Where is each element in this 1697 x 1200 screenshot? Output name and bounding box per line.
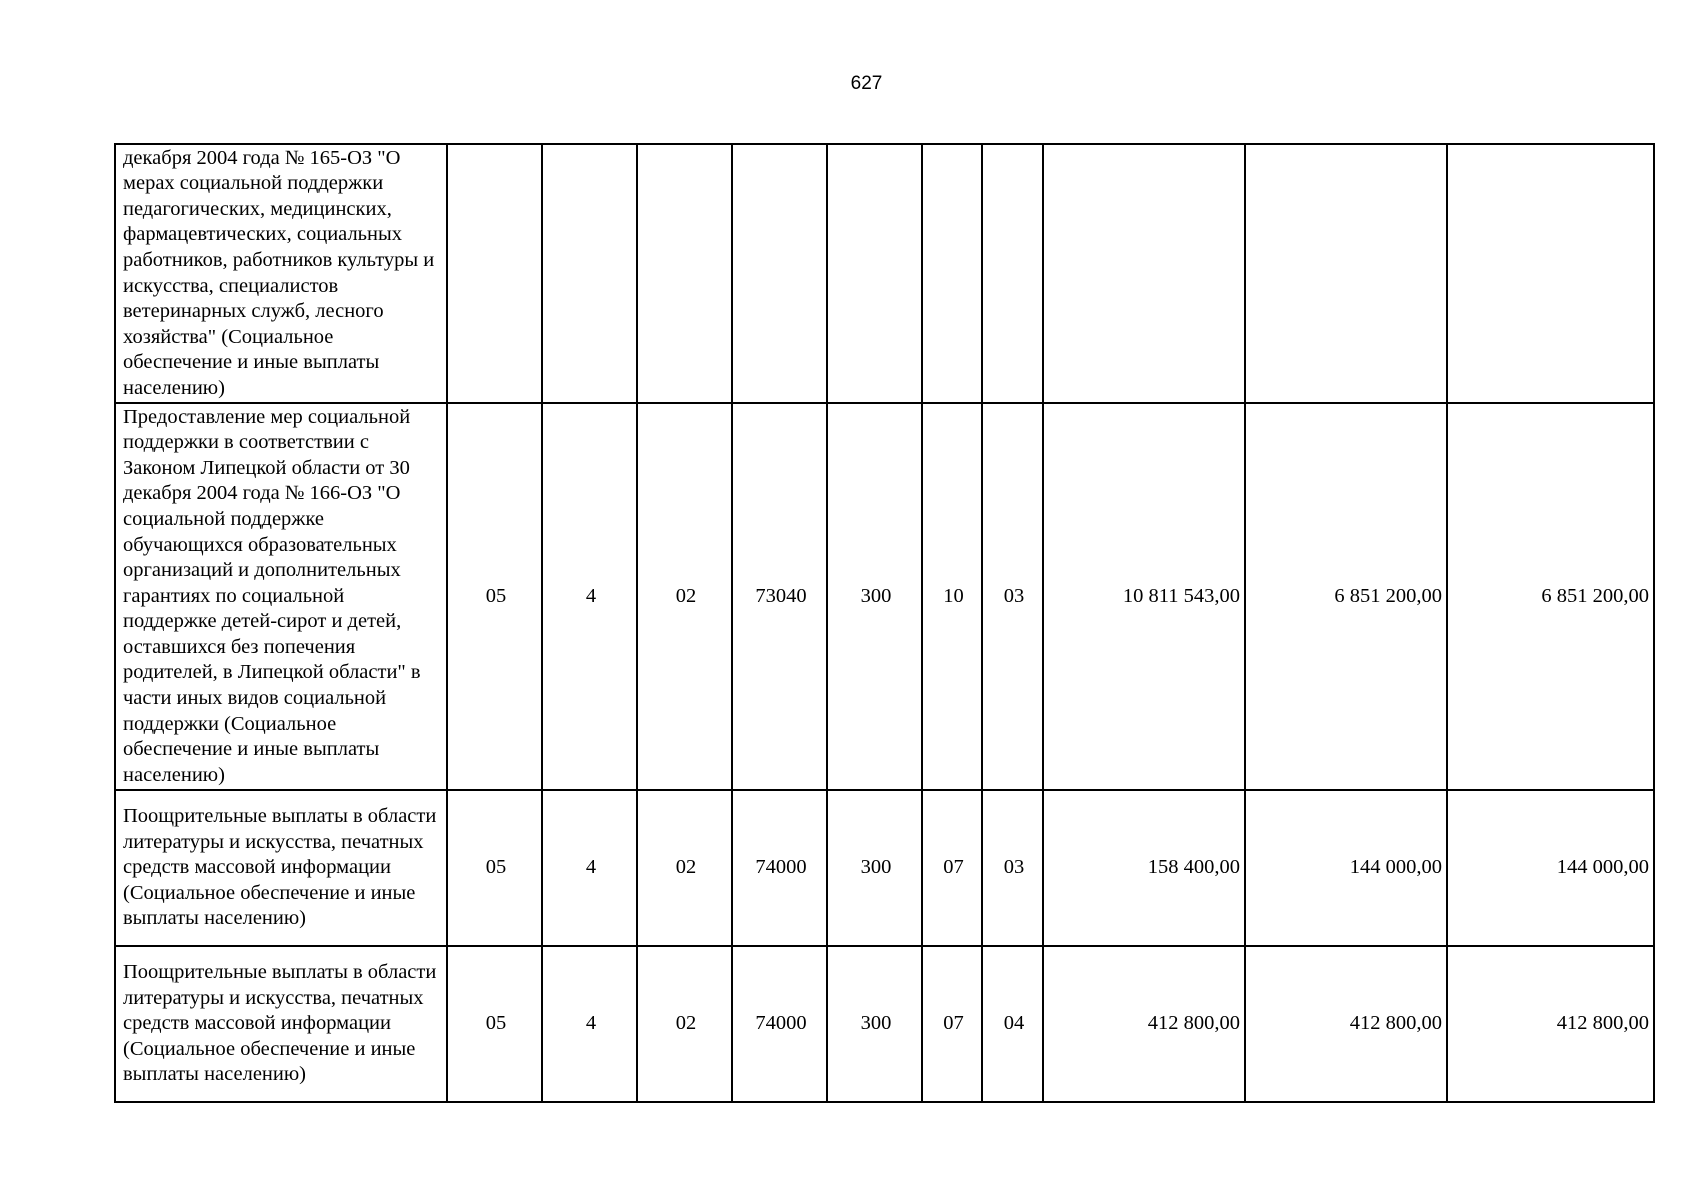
table-row: [115, 790, 1654, 946]
page-number: 627: [850, 73, 883, 94]
amount-cell: [1043, 144, 1245, 403]
code-cell: 4: [542, 403, 637, 790]
code-cell: 02: [637, 946, 732, 1102]
code-cell: 4: [542, 790, 637, 946]
table-row: [115, 946, 1654, 1102]
amount-cell: 412 800,00: [1245, 946, 1447, 1102]
table-row: [115, 403, 1654, 790]
code-cell: 02: [637, 403, 732, 790]
code-cell: [827, 144, 922, 403]
code-cell: 05: [447, 790, 542, 946]
code-cell: 05: [447, 946, 542, 1102]
code-cell: 10: [922, 403, 982, 790]
code-cell: 74000: [732, 946, 827, 1102]
row-description: Поощрительные выплаты в области литературы и искусства, печатных средств массовой информации (Социальное обеспечение и иные выплаты населению): [115, 790, 447, 946]
code-cell: 300: [827, 790, 922, 946]
amount-cell: 6 851 200,00: [1447, 403, 1654, 790]
code-cell: 04: [982, 946, 1043, 1102]
code-cell: 02: [637, 790, 732, 946]
code-cell: [637, 144, 732, 403]
amount-cell: 412 800,00: [1043, 946, 1245, 1102]
row-description: Предоставление мер социальной поддержки в соответствии с Законом Липецкой области от 30 декабря 2004 года № 166-ОЗ "О социальной поддержке обучающихся образовательных организаций и дополнительных гарантиях по социальной поддержке детей-сирот и детей, оставшихся без попечения родителей, в Липецкой области" в части иных видов социальной поддержки (Социальное обеспечение и иные выплаты населению): [115, 403, 447, 790]
code-cell: 4: [542, 946, 637, 1102]
amount-cell: [1447, 144, 1654, 403]
code-cell: [542, 144, 637, 403]
code-cell: [982, 144, 1043, 403]
amount-cell: 412 800,00: [1447, 946, 1654, 1102]
code-cell: 07: [922, 946, 982, 1102]
code-cell: 07: [922, 790, 982, 946]
code-cell: 300: [827, 946, 922, 1102]
code-cell: 73040: [732, 403, 827, 790]
code-cell: 74000: [732, 790, 827, 946]
row-description: Поощрительные выплаты в области литературы и искусства, печатных средств массовой информации (Социальное обеспечение и иные выплаты населению): [115, 946, 447, 1102]
code-cell: [922, 144, 982, 403]
amount-cell: 144 000,00: [1447, 790, 1654, 946]
code-cell: 05: [447, 403, 542, 790]
code-cell: [447, 144, 542, 403]
amount-cell: 158 400,00: [1043, 790, 1245, 946]
table-row: [115, 144, 1654, 403]
row-description: декабря 2004 года № 165-ОЗ "О мерах социальной поддержки педагогических, медицинских, фармацевтических, социальных работников, работников культуры и искусства, специалистов ветеринарных служб, лесного хозяйства" (Социальное обеспечение и иные выплаты населению): [115, 144, 447, 403]
code-cell: 300: [827, 403, 922, 790]
code-cell: 03: [982, 403, 1043, 790]
code-cell: 03: [982, 790, 1043, 946]
amount-cell: [1245, 144, 1447, 403]
code-cell: [732, 144, 827, 403]
amount-cell: 6 851 200,00: [1245, 403, 1447, 790]
amount-cell: 144 000,00: [1245, 790, 1447, 946]
amount-cell: 10 811 543,00: [1043, 403, 1245, 790]
budget-table: [114, 143, 1655, 1103]
